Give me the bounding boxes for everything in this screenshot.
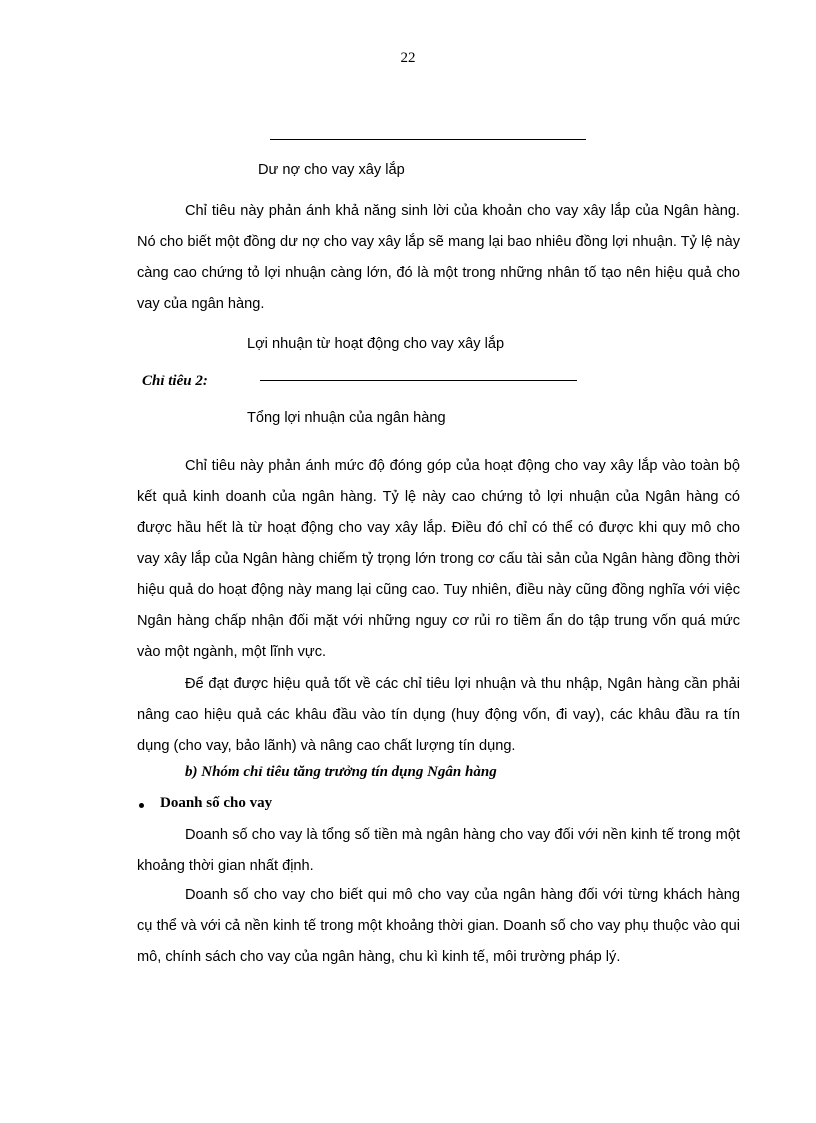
fraction-line-2 [260, 380, 577, 381]
formula-1-denominator: Dư nợ cho vay xây lắp [258, 162, 405, 178]
section-heading: b) Nhóm chỉ tiêu tăng trưởng tín dụng Ngân hàng [185, 764, 497, 780]
formula-2-label: Chỉ tiêu 2: [142, 373, 208, 389]
formula-2-numerator: Lợi nhuận từ hoạt động cho vay xây lắp [247, 336, 505, 352]
formula-2-denominator: Tổng lợi nhuận của ngân hàng [247, 410, 446, 426]
paragraph-1: Chỉ tiêu này phản ánh khả năng sinh lời của khoản cho vay xây lắp của Ngân hàng. Nó cho biết một đồng dư nợ cho vay xây lắp sẽ mang lại bao nhiêu đồng lợi nhuận. Tỷ lệ này càng cao chứng tỏ lợi nhuận càng lớn, đó là một trong những nhân tố tạo nên hiệu quả cho vay của ngân hàng. [137, 203, 740, 312]
bullet-icon [139, 803, 144, 808]
paragraph-3: Để đạt được hiệu quả tốt về các chỉ tiêu lợi nhuận và thu nhập, Ngân hàng cần phải nâng cao hiệu quả các khâu đầu vào tín dụng (huy động vốn, đi vay), các khâu đầu ra tín dụng (cho vay, bảo lãnh) và nâng cao chất lượng tín dụng. [137, 676, 740, 754]
paragraph-5: Doanh số cho vay cho biết qui mô cho vay của ngân hàng đối với từng khách hàng cụ thể và với cả nền kinh tế trong một khoảng thời gian. Doanh số cho vay phụ thuộc vào qui mô, chính sách cho vay của ngân hàng, chu kì kinh tế, môi trường pháp lý. [137, 887, 740, 965]
paragraph-2: Chỉ tiêu này phản ánh mức độ đóng góp của hoạt động cho vay xây lắp vào toàn bộ kết quả kinh doanh của ngân hàng. Tỷ lệ này cao chứng tỏ lợi nhuận của Ngân hàng có được hầu hết là từ hoạt động cho vay xây lắp. Điều đó chỉ có thể có được khi quy mô cho vay xây lắp của Ngân hàng chiếm tỷ trọng lớn trong cơ cấu tài sản của Ngân hàng đồng thời hiệu quả do hoạt động này mang lại cũng cao. Tuy nhiên, điều này cũng đồng nghĩa với việc Ngân hàng chấp nhận đối mặt với những nguy cơ rủi ro tiềm ẩn do tập trung vốn quá mức vào một ngành, một lĩnh vực. [137, 458, 740, 660]
page-number: 22 [400, 50, 416, 66]
fraction-line-1 [270, 139, 586, 140]
paragraph-4: Doanh số cho vay là tổng số tiền mà ngân hàng cho vay đối với nền kinh tế trong một khoảng thời gian nhất định. [137, 827, 740, 874]
bullet-title: Doanh số cho vay [160, 795, 273, 811]
